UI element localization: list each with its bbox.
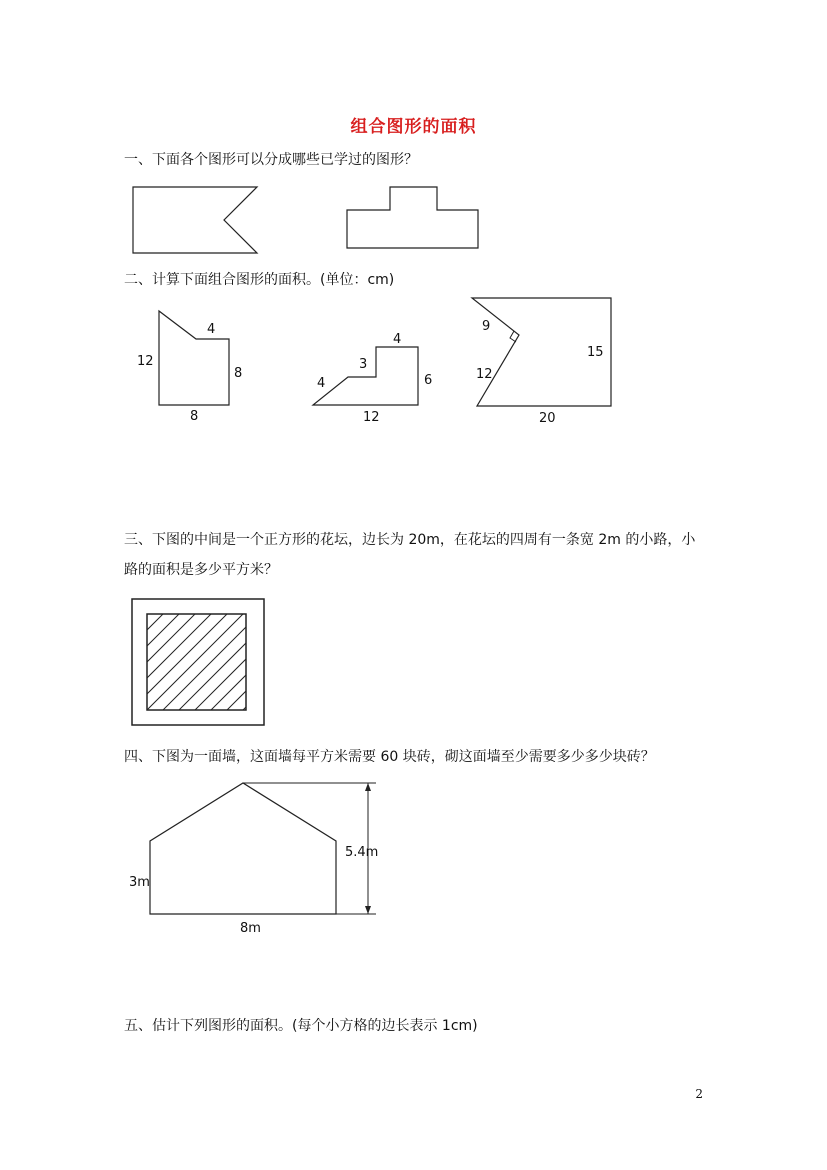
q4-figure xyxy=(125,776,395,938)
question-1: 一、下面各个图形可以分成哪些已学过的图形？ xyxy=(124,152,418,168)
q2-f3-lower-label: 12 xyxy=(476,367,493,382)
q3-hatching xyxy=(147,614,339,714)
q2-figure-3 xyxy=(472,298,611,426)
q2-figures xyxy=(128,292,628,432)
q2-f3-upper-label: 9 xyxy=(482,319,491,334)
q2-figure-1 xyxy=(137,311,242,424)
question-2: 二、计算下面组合图形的面积。(单位：cm) xyxy=(124,272,395,288)
q3-outer-square xyxy=(132,599,264,725)
q2-figure-2 xyxy=(313,332,432,425)
question-4: 四、下图为一面墙，这面墙每平方米需要 60 块砖，砌这面墙至少需要多少多少块砖？ xyxy=(124,749,655,765)
question-3-line-1: 三、下图的中间是一个正方形的花坛，边长为 20m，在花坛的四周有一条宽 2m 的小路，小 xyxy=(124,532,696,548)
q2-f2-bottom-label: 12 xyxy=(363,410,380,425)
q2-f1-right-label: 8 xyxy=(234,366,243,381)
q2-f1-left-label: 12 xyxy=(137,354,154,369)
q3-figure xyxy=(128,595,268,727)
page-title: 组合图形的面积 xyxy=(350,117,477,137)
q4-base-label: 8m xyxy=(240,921,261,936)
q1-arrow-notch-shape xyxy=(133,187,257,253)
q2-f2-step-label: 3 xyxy=(359,357,368,372)
q4-height-label: 5.4m xyxy=(345,845,379,860)
q1-t-shape xyxy=(347,187,478,248)
q4-side-label: 3m xyxy=(129,875,150,890)
q2-f2-slant-label: 4 xyxy=(317,376,326,391)
q2-f1-top-label: 4 xyxy=(207,322,216,337)
q2-f3-right-label: 15 xyxy=(587,345,604,360)
q2-f1-bottom-label: 8 xyxy=(190,409,199,424)
q1-figures xyxy=(128,182,488,258)
question-3-line-2: 路的面积是多少平方米？ xyxy=(124,562,278,578)
question-5: 五、估计下列图形的面积。(每个小方格的边长表示 1cm) xyxy=(124,1018,478,1034)
q2-f3-bottom-label: 20 xyxy=(539,411,556,426)
page-number: 2 xyxy=(695,1087,703,1101)
question-3 xyxy=(124,525,714,585)
q2-f2-top-label: 4 xyxy=(393,332,402,347)
q4-wall-shape xyxy=(150,783,336,914)
q2-f2-right-label: 6 xyxy=(424,373,433,388)
